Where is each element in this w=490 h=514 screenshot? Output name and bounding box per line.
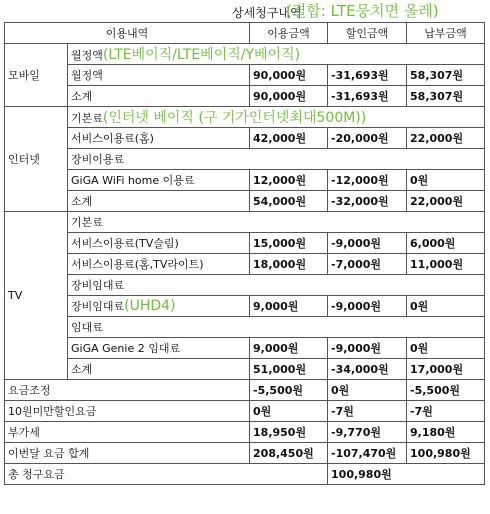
row-label: 총 청구요금 <box>5 464 328 485</box>
discount-amount: -31,693원 <box>328 86 407 107</box>
discount-amount: -9,000원 <box>328 296 407 317</box>
table-row <box>5 464 485 485</box>
table-row <box>5 275 485 296</box>
tv-rent-item-label: 장비임대료 <box>71 300 125 313</box>
pay-amount: 0원 <box>407 338 485 359</box>
tv-lease-label: 임대료 <box>68 317 485 338</box>
discount-amount: -32,000원 <box>328 191 407 212</box>
discount-amount: -9,770원 <box>328 422 407 443</box>
use-amount: -5,500원 <box>250 380 328 401</box>
internet-base-label: 기본료 <box>71 112 103 125</box>
pay-amount: 58,307원 <box>407 86 485 107</box>
row-label: 소계 <box>68 359 250 380</box>
discount-amount: -9,000원 <box>328 338 407 359</box>
use-amount: 208,450원 <box>250 443 328 464</box>
internet-base-note: (인터넷 베이직 (구 기가인터넷최대500M)) <box>102 110 367 126</box>
internet-base-row <box>68 107 485 128</box>
category-internet: 인터넷 <box>5 107 68 212</box>
pay-amount: 100,980원 <box>407 443 485 464</box>
use-amount: 51,000원 <box>250 359 328 380</box>
table-row <box>5 44 485 65</box>
use-amount: 42,000원 <box>250 128 328 149</box>
mobile-plan-note: (LTE베이직/LTE베이직/Y베이직) <box>102 47 301 63</box>
use-amount: 12,000원 <box>250 170 328 191</box>
row-label: GiGA Genie 2 임대료 <box>68 338 250 359</box>
table-row <box>5 422 485 443</box>
use-amount: 0원 <box>250 401 328 422</box>
col-header-pay: 납부금액 <box>407 23 485 44</box>
pay-amount: 0원 <box>407 296 485 317</box>
pay-amount: 22,000원 <box>407 191 485 212</box>
table-row <box>5 107 485 128</box>
table-row <box>5 212 485 233</box>
table-row <box>5 128 485 149</box>
pay-amount: 9,180원 <box>407 422 485 443</box>
row-label: 10원미만할인요금 <box>5 401 250 422</box>
table-row <box>5 233 485 254</box>
discount-amount: -107,470원 <box>328 443 407 464</box>
discount-amount: -20,000원 <box>328 128 407 149</box>
pay-amount: 6,000원 <box>407 233 485 254</box>
tv-rent-item-note: (UHD4) <box>124 298 176 314</box>
use-amount: 15,000원 <box>250 233 328 254</box>
use-amount: 54,000원 <box>250 191 328 212</box>
bill-detail-table <box>4 22 485 485</box>
category-tv: TV <box>5 212 68 380</box>
discount-amount: -12,000원 <box>328 170 407 191</box>
pay-amount: 58,307원 <box>407 65 485 86</box>
table-row <box>5 170 485 191</box>
use-amount: 18,000원 <box>250 254 328 275</box>
table-row <box>5 338 485 359</box>
bill-title: 상세청구내역 <box>232 6 302 20</box>
col-header-discount: 할인금액 <box>328 23 407 44</box>
table-row <box>5 191 485 212</box>
row-label: 서비스이용료(홈) <box>68 128 250 149</box>
category-mobile: 모바일 <box>5 44 68 107</box>
row-label: 서비스이용료(홈,TV라이트) <box>68 254 250 275</box>
table-row <box>5 296 485 317</box>
row-label <box>68 296 250 317</box>
row-label: 소계 <box>68 86 250 107</box>
pay-amount: -5,500원 <box>407 380 485 401</box>
mobile-plan-label: 월정액 <box>71 49 103 62</box>
row-label: 월정액 <box>68 65 250 86</box>
use-amount: 9,000원 <box>250 296 328 317</box>
row-label: 소계 <box>68 191 250 212</box>
bill-title-bar <box>0 0 488 22</box>
table-row <box>5 401 485 422</box>
internet-equip-label: 장비이용료 <box>68 149 485 170</box>
pay-amount: 17,000원 <box>407 359 485 380</box>
mobile-plan-row <box>68 44 485 65</box>
pay-amount: 0원 <box>407 170 485 191</box>
table-row <box>5 380 485 401</box>
pay-amount: 11,000원 <box>407 254 485 275</box>
row-label: 서비스이용료(TV슬림) <box>68 233 250 254</box>
grand-total-amount: 100,980원 <box>328 464 485 485</box>
use-amount: 9,000원 <box>250 338 328 359</box>
row-label: 요금조정 <box>5 380 250 401</box>
tv-rent-label: 장비임대료 <box>68 275 485 296</box>
col-header-usage: 이용내역 <box>5 23 250 44</box>
col-header-use-amount: 이용금액 <box>250 23 328 44</box>
row-label: GiGA WiFi home 이용료 <box>68 170 250 191</box>
discount-amount: -7원 <box>328 401 407 422</box>
row-label: 이번달 요금 합계 <box>5 443 250 464</box>
bundle-note: (결합: LTE뭉치면 올레) <box>286 2 439 20</box>
pay-amount: -7원 <box>407 401 485 422</box>
discount-amount: -34,000원 <box>328 359 407 380</box>
discount-amount: 0원 <box>328 380 407 401</box>
table-row <box>5 86 485 107</box>
table-row <box>5 359 485 380</box>
table-row <box>5 65 485 86</box>
use-amount: 90,000원 <box>250 65 328 86</box>
tv-base-label: 기본료 <box>68 212 485 233</box>
row-label: 부가세 <box>5 422 250 443</box>
table-row <box>5 254 485 275</box>
table-row <box>5 443 485 464</box>
discount-amount: -31,693원 <box>328 65 407 86</box>
table-row <box>5 317 485 338</box>
use-amount: 90,000원 <box>250 86 328 107</box>
table-row <box>5 149 485 170</box>
discount-amount: -7,000원 <box>328 254 407 275</box>
discount-amount: -9,000원 <box>328 233 407 254</box>
header-row <box>5 23 485 44</box>
use-amount: 18,950원 <box>250 422 328 443</box>
pay-amount: 22,000원 <box>407 128 485 149</box>
